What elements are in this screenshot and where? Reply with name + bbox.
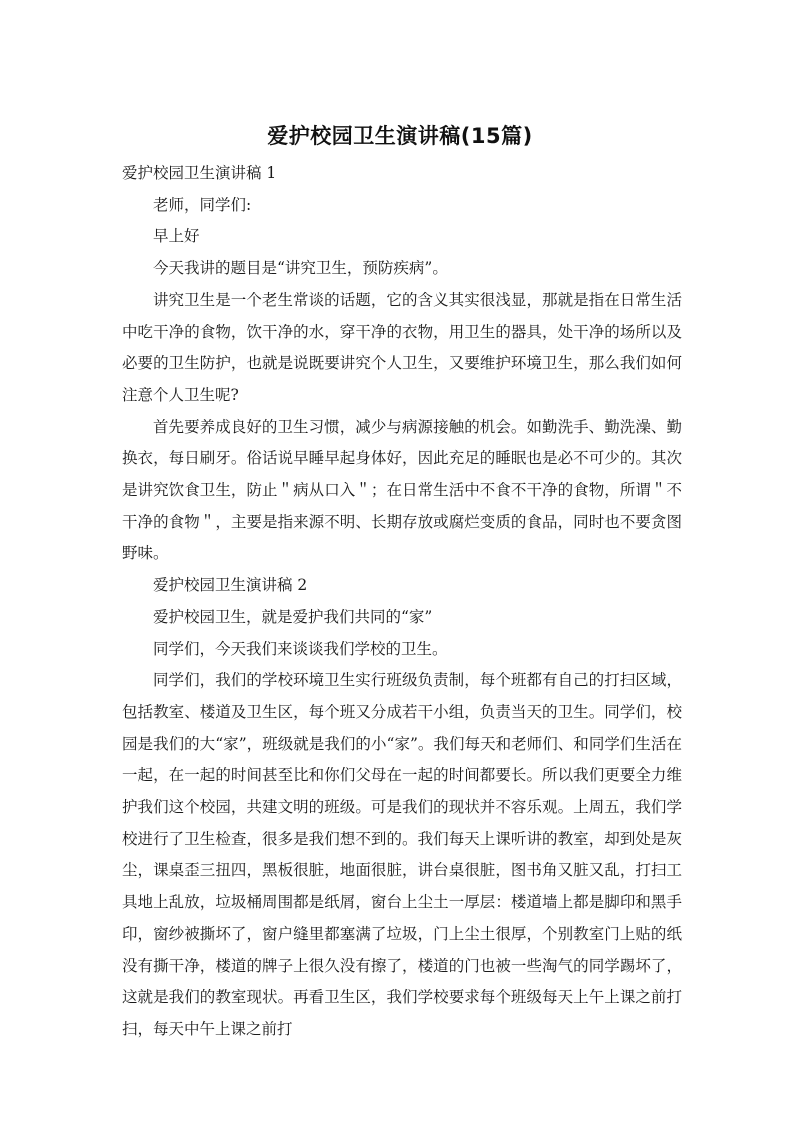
- paragraph: 讲究卫生是一个老生常谈的话题，它的含义其实很浅显，那就是指在日常生活中吃干净的食物，饮干净的水，穿干净的衣物，用卫生的器具，处干净的场所以及必要的卫生防护，也就是说既要讲究个人卫生，又要维护环境卫生，那么我们如何注意个人卫生呢?: [122, 290, 682, 404]
- section-heading: 爱护校园卫生演讲稿 2: [153, 576, 308, 595]
- paragraph: 同学们，我们的学校环境卫生实行班级负责制，每个班都有自己的打扫区域，包括教室、楼道及卫生区，每个班又分成若干小组，负责当天的卫生。同学们，校园是我们的大“家”，班级就是我们的小“家”。我们每天和老师们、和同学们生活在一起，在一起的时间甚至比和你们父母在一起的时间都要长。所以我们更要全力维护我们这个校园，共建文明的班级。可是我们的现状并不容乐观。上周五，我们学校进行了卫生检查，很多是我们想不到的。我们每天上课听讲的教室，却到处是灰尘，课桌歪三扭四，黑板很脏，地面很脏，讲台桌很脏，图书角又脏又乱，打扫工具地上乱放，垃圾桶周围都是纸屑，窗台上尘土一厚层：楼道墙上都是脚印和黑手印，窗纱被撕坏了，窗户缝里都塞满了垃圾，门上尘土很厚，个别教室门上贴的纸没有撕干净，楼道的牌子上很久没有擦了，楼道的门也被一些淘气的同学踢坏了，这就是我们的教室现状。再看卫生区，我们学校要求每个班级每天上午上课之前打扫，每天中午上课之前打: [122, 671, 682, 1038]
- paragraph: 首先要养成良好的卫生习惯，减少与病源接触的机会。如勤洗手、勤洗澡、勤换衣，每日刷牙。俗话说早睡早起身体好，因此充足的睡眠也是必不可少的。其次是讲究饮食卫生，防止＂病从口入＂；在日常生活中不食不干净的食物，所谓＂不干净的食物＂，主要是指来源不明、长期存放或腐烂变质的食品，同时也不要贪图野味。: [122, 417, 682, 563]
- paragraph: 老师，同学们:: [153, 195, 252, 214]
- document-title: 爱护校园卫生演讲稿(15篇): [267, 124, 533, 148]
- section-heading: 爱护校园卫生演讲稿 1: [122, 164, 277, 182]
- paragraph: 爱护校园卫生，就是爱护我们共同的“家”: [153, 607, 433, 626]
- paragraph: 早上好: [153, 227, 200, 246]
- document-body: [122, 158, 682, 1046]
- paragraph: 今天我讲的题目是“讲究卫生，预防疾病”。: [153, 259, 448, 278]
- paragraph: 同学们，今天我们来谈谈我们学校的卫生。: [153, 639, 448, 658]
